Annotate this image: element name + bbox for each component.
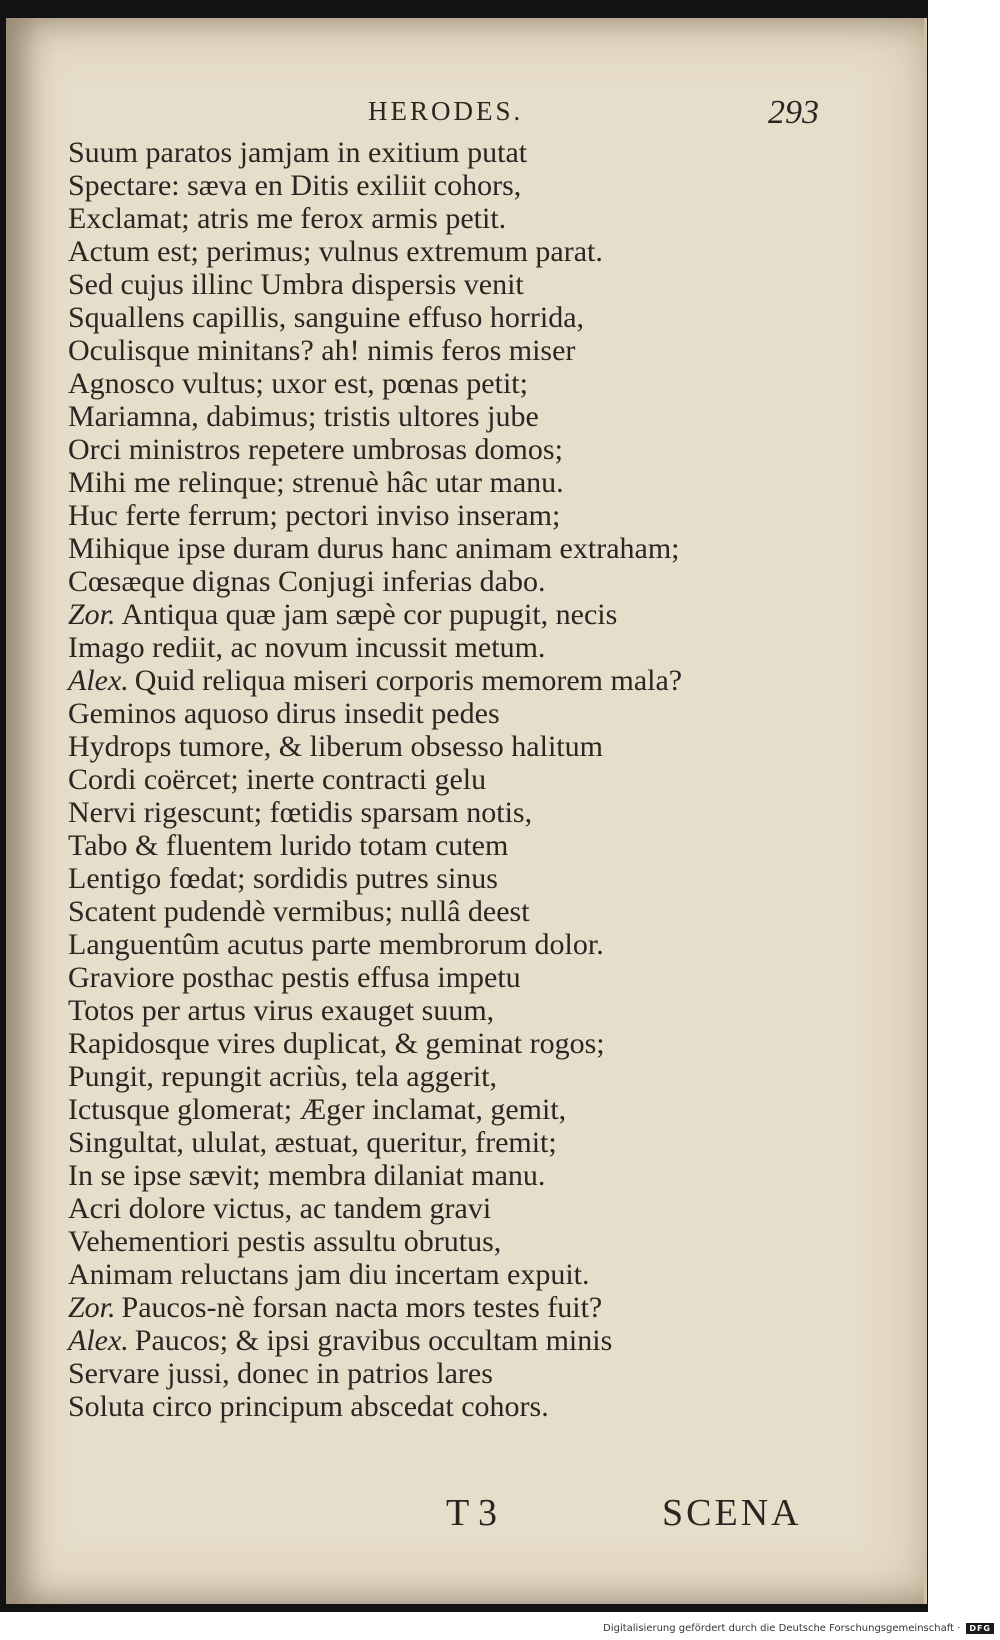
verse-text: Totos per artus virus exauget suum, xyxy=(68,994,495,1027)
catchword: SCENA xyxy=(662,1492,802,1534)
verse-line xyxy=(68,565,788,598)
verse-line xyxy=(68,400,788,433)
verse-line xyxy=(68,466,788,499)
verse-line xyxy=(68,334,788,367)
speaker-label: Zor. xyxy=(68,598,116,631)
verse-text: Paucos-nè forsan nacta mors testes fuit? xyxy=(121,1291,603,1324)
verse-text: Animam reluctans jam diu incertam expuit. xyxy=(68,1258,590,1291)
verse-text: Quid reliqua miseri corporis memorem mala? xyxy=(134,664,683,697)
verse-text: Mihi me relinque; strenuè hâc utar manu. xyxy=(68,466,564,499)
verse-line xyxy=(68,235,788,268)
verse-text: Exclamat; atris me ferox armis petit. xyxy=(68,202,507,235)
signature-mark: T 3 xyxy=(446,1492,498,1534)
verse-text: Huc ferte ferrum; pectori inviso inseram; xyxy=(68,499,561,532)
verse-line xyxy=(68,895,788,928)
verse-text: Vehementiori pestis assultu obrutus, xyxy=(68,1225,502,1258)
verse-line xyxy=(68,631,788,664)
verse-text: Actum est; perimus; vulnus extremum parat. xyxy=(68,235,603,268)
verse-text: Soluta circo principum abscedat cohors. xyxy=(68,1390,549,1423)
verse-line xyxy=(68,1258,788,1291)
verse-text: Suum paratos jamjam in exitium putat xyxy=(68,136,528,169)
speaker-label: Zor. xyxy=(68,1291,116,1324)
verse-text: Rapidosque vires duplicat, & geminat rogos; xyxy=(68,1027,605,1060)
verse-line xyxy=(68,301,788,334)
credit-text: Digitalisierung gefördert durch die Deutsche Forschungsgemeinschaft · xyxy=(603,1623,961,1634)
verse-text: Lentigo fœdat; sordidis putres sinus xyxy=(68,862,498,895)
speaker-label: Alex. xyxy=(68,1324,129,1357)
verse-text: Imago rediit, ac novum incussit metum. xyxy=(68,631,546,664)
verse-line xyxy=(68,796,788,829)
speaker-label: Alex. xyxy=(68,664,129,697)
verse-line xyxy=(68,1225,788,1258)
verse-line xyxy=(68,1060,788,1093)
verse-text: Servare jussi, donec in patrios lares xyxy=(68,1357,493,1390)
verse-text: Orci ministros repetere umbrosas domos; xyxy=(68,433,563,466)
verse-text: Languentûm acutus parte membrorum dolor. xyxy=(68,928,604,961)
verse-line xyxy=(68,367,788,400)
verse-text: Ictusque glomerat; Æger inclamat, gemit, xyxy=(68,1093,567,1126)
verse-line xyxy=(68,532,788,565)
verse-text: Mihique ipse duram durus hanc animam extraham; xyxy=(68,532,680,565)
verse-line xyxy=(68,169,788,202)
verse-line xyxy=(68,1159,788,1192)
verse-line xyxy=(68,763,788,796)
verse-line xyxy=(68,664,788,697)
verse-text: Spectare: sæva en Ditis exiliit cohors, xyxy=(68,169,522,202)
verse-text: Agnosco vultus; uxor est, pœnas petit; xyxy=(68,367,528,400)
verse-line xyxy=(68,202,788,235)
verse-text: Singultat, ululat, æstuat, queritur, fremit; xyxy=(68,1126,557,1159)
verse-text: Squallens capillis, sanguine effuso horrida, xyxy=(68,301,585,334)
verse-line xyxy=(68,1324,788,1357)
verse-line xyxy=(68,862,788,895)
verse-text: In se ipse sævit; membra dilaniat manu. xyxy=(68,1159,546,1192)
dfg-logo-icon: DFG xyxy=(966,1623,994,1634)
verse-line xyxy=(68,1126,788,1159)
verse-line xyxy=(68,433,788,466)
verse-text: Antiqua quæ jam sæpè cor pupugit, necis xyxy=(121,598,618,631)
verse-text: Hydrops tumore, & liberum obsesso halitum xyxy=(68,730,603,763)
verse-line xyxy=(68,994,788,1027)
verse-line xyxy=(68,730,788,763)
verse-text: Geminos aquoso dirus insedit pedes xyxy=(68,697,500,730)
verse-text: Sed cujus illinc Umbra dispersis venit xyxy=(68,268,524,301)
verse-line xyxy=(68,268,788,301)
page-number: 293 xyxy=(768,94,819,131)
verse-line xyxy=(68,598,788,631)
running-head: HERODES. xyxy=(368,96,524,126)
verse-text: Mariamna, dabimus; tristis ultores jube xyxy=(68,400,539,433)
verse-line xyxy=(68,1192,788,1225)
verse-text: Acri dolore victus, ac tandem gravi xyxy=(68,1192,492,1225)
verse-line xyxy=(68,1390,788,1423)
verse-list xyxy=(68,136,788,1423)
verse-line xyxy=(68,1027,788,1060)
verse-text: Pungit, repungit acriùs, tela aggerit, xyxy=(68,1060,498,1093)
verse-line xyxy=(68,136,788,169)
verse-line xyxy=(68,1093,788,1126)
verse-text: Graviore posthac pestis effusa impetu xyxy=(68,961,521,994)
verse-line xyxy=(68,499,788,532)
verse-line xyxy=(68,697,788,730)
verse-text: Cœsæque dignas Conjugi inferias dabo. xyxy=(68,565,546,598)
digitization-credit xyxy=(603,1623,994,1634)
verse-text: Tabo & fluentem lurido totam cutem xyxy=(68,829,509,862)
verse-text: Nervi rigescunt; fœtidis sparsam notis, xyxy=(68,796,533,829)
verse-text: Cordi coërcet; inerte contracti gelu xyxy=(68,763,487,796)
verse-line xyxy=(68,1357,788,1390)
verse-text: Oculisque minitans? ah! nimis feros miser xyxy=(68,334,576,367)
verse-text: Scatent pudendè vermibus; nullâ deest xyxy=(68,895,530,928)
verse-line xyxy=(68,1291,788,1324)
verse-line xyxy=(68,829,788,862)
book-page xyxy=(6,18,927,1604)
verse-line xyxy=(68,928,788,961)
verse-line xyxy=(68,961,788,994)
verse-text: Paucos; & ipsi gravibus occultam minis xyxy=(134,1324,613,1357)
